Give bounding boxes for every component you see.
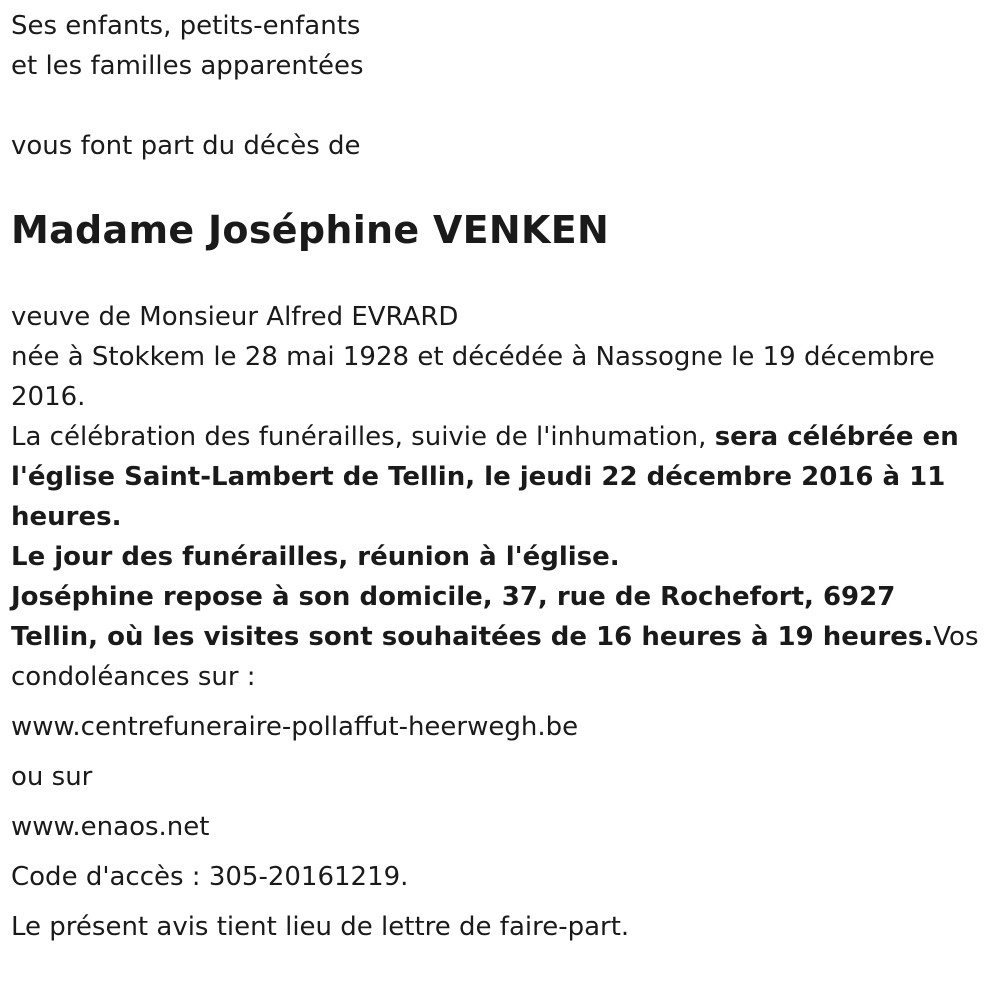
access-code-text: Code d'accès : 305-20161219.: [11, 862, 409, 892]
funeral-details: sera célébrée en l'église Saint-Lambert de Tellin, le jeudi 22 décembre 2016 à 11 heures.: [11, 422, 959, 532]
condolences-intro: Vos condoléances sur :: [11, 622, 979, 692]
family-line-1: Ses enfants, petits-enfants: [11, 11, 361, 41]
meeting-text: [11, 537, 991, 577]
intro-text: vous font part du décès de: [11, 131, 361, 161]
rest-paragraph: [11, 577, 991, 697]
death-notice: [11, 6, 991, 947]
funeral-intro: La célébration des funérailles, suivie de l'inhumation,: [11, 422, 715, 452]
closing-text: Le présent avis tient lieu de lettre de faire-part.: [11, 912, 630, 942]
website-link-2[interactable]: www.enaos.net: [11, 812, 210, 842]
website-link-1[interactable]: www.centrefuneraire-pollaffut-heerwegh.be: [11, 712, 579, 742]
funeral-paragraph: [11, 417, 991, 537]
meeting-details: Le jour des funérailles, réunion à l'église.: [11, 542, 620, 572]
rest-details: Joséphine repose à son domicile, 37, rue de Rochefort, 6927 Tellin, où les visites sont souhaitées de 16 heures à 19 heures.: [11, 582, 934, 652]
deceased-name: Madame Joséphine VENKEN: [11, 208, 610, 252]
spouse-text: veuve de Monsieur Alfred EVRARD: [11, 302, 459, 332]
birth-death-text: née à Stokkem le 28 mai 1928 et décédée à Nassogne le 19 décembre 2016.: [11, 342, 935, 412]
family-line-2: et les familles apparentées: [11, 51, 364, 81]
or-on-text: ou sur: [11, 762, 93, 792]
